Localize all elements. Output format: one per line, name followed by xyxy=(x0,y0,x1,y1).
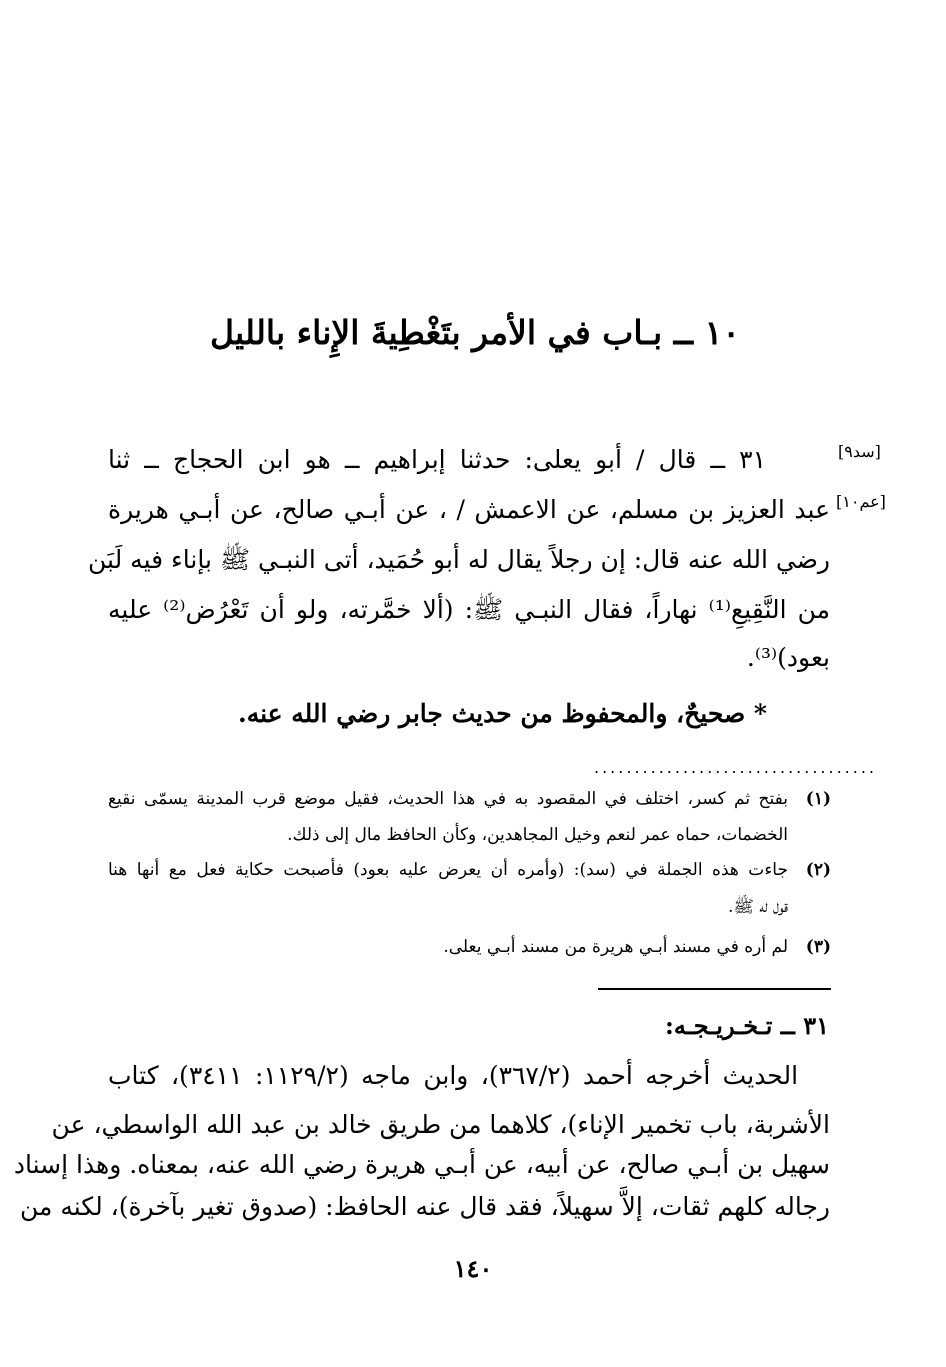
hadith-grading: * صحيحٌ، والمحفوظ من حديث جابر رضي الله عنه. xyxy=(237,699,767,728)
footnote-number: (٣) xyxy=(805,937,831,957)
hadith-line: رضي الله عنه قال: إن رجلاً يقال له أبو حُمَيد، أتى النبـي ﷺ بإناء فيه لَبَن xyxy=(88,545,830,574)
page-number: ١٤٠ xyxy=(453,1254,493,1283)
chapter-title: ١٠ ــ بـاب في الأمر بتَغْطِيةَ الإِناء بالليل xyxy=(209,313,741,352)
footnote-line: الخضمات، حماه عمر لنعم وخيل المجاهدين، وكأن الحافظ مال إلى ذلك. xyxy=(287,825,788,845)
takhrij-line: الأشربة، باب تخمير الإناء)، كلاهما من طريق خالد بن عبد الله الواسطي، عن xyxy=(51,1110,830,1139)
takhrij-line: الحديث أخرجه أحمد (٣٦٧/٢)، وابن ماجه (١١٢٩/٢: ٣٤١١)، كتاب xyxy=(108,1061,799,1090)
section-divider xyxy=(598,988,831,990)
footnote-number: (٢) xyxy=(805,860,831,880)
footnote-line: قول له ﷺ. xyxy=(727,897,788,917)
footnote-separator: ................................... xyxy=(594,758,878,777)
margin-ref-sad: [سد٩] xyxy=(838,442,881,461)
hadith-line: من النَّقِيعِ⁽¹⁾ نهاراً، فقال النبـي ﷺ: (ألا خمَّرته، ولو أن تَعْرُض⁽²⁾ عليه xyxy=(108,595,830,624)
footnote-line: لم أره في مسند أبـي هريرة من مسند أبـي يعلى. xyxy=(443,937,788,957)
footnote-line: جاءت هذه الجملة في (سد): (وأمره أن يعرض عليه بعود) فأصبحت حكاية فعل مع أنها هنا xyxy=(108,860,788,880)
footnote-number: (١) xyxy=(805,789,831,809)
takhrij-title: ٣١ ــ تـخـريـجـه: xyxy=(665,1011,829,1040)
hadith-line: عبد العزيز بن مسلم، عن الاعمش / ، عن أبـي صالح، عن أبـي هريرة xyxy=(108,495,830,524)
footnote-line: بفتح ثم كسر، اختلف في المقصود به في هذا الحديث، فقيل موضع قرب المدينة يسمّى نقيع xyxy=(108,789,788,809)
margin-ref-am: [عم١٠] xyxy=(836,492,886,511)
takhrij-line: رجاله كلهم ثقات، إلاَّ سهيلاً، فقد قال عنه الحافظ: (صدوق تغير بآخرة)، لكنه من xyxy=(19,1192,830,1221)
takhrij-line: سهيل بن أبـي صالح، عن أبيه، عن أبـي هريرة رضي الله عنه، بمعناه. وهذا إسناد xyxy=(13,1150,830,1179)
hadith-line: ٣١ ــ قال / أبو يعلى: حدثنا إبراهيم ــ هو ابن الحجاج ــ ثنا xyxy=(108,445,766,474)
hadith-line: بعود)⁽³⁾. xyxy=(746,643,830,672)
